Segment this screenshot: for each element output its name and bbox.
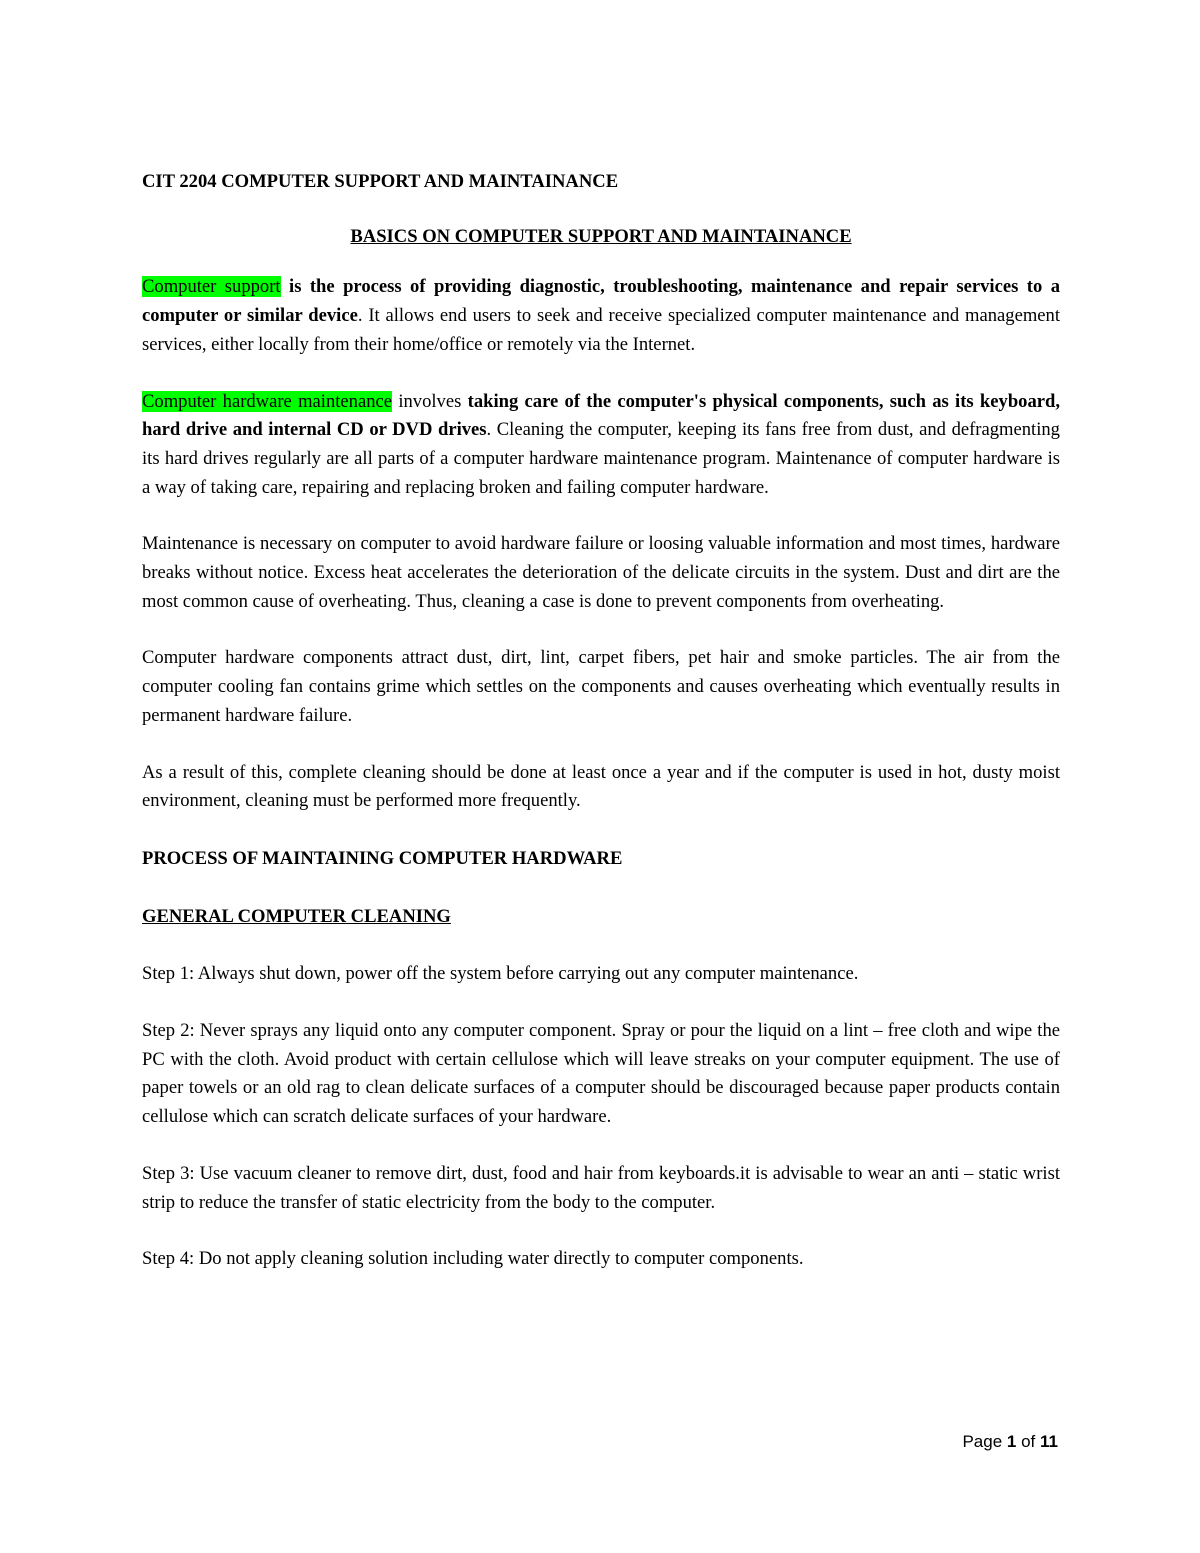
footer-total-pages: 11 bbox=[1040, 1432, 1058, 1451]
highlighted-term-hardware-maintenance: Computer hardware maintenance bbox=[142, 390, 393, 412]
page-content bbox=[142, 168, 1060, 1274]
footer-of-word: of bbox=[1021, 1432, 1036, 1451]
bold-definition-computer-support: is the process of providing diagnostic, troubleshooting, maintenance and repair services to a computer or similar device bbox=[142, 276, 1060, 327]
page-footer bbox=[962, 1432, 1058, 1452]
course-title: CIT 2204 COMPUTER SUPPORT AND MAINTAINANCE bbox=[142, 171, 619, 192]
paragraph-cleaning-frequency: As a result of this, complete cleaning should be done at least once a year and if the computer is used in hot, dusty moist environment, cleaning must be performed more frequently. bbox=[142, 761, 1060, 812]
paragraph-text: . It allows end users to seek and receive specialized computer maintenance and management services, either locally from their home/office or remotely via the Internet. bbox=[142, 305, 1060, 355]
step-3: Step 3: Use vacuum cleaner to remove dirt, dust, food and hair from keyboards.it is advisable to wear an anti – static wrist strip to reduce the transfer of static electricity from the body to the computer. bbox=[142, 1162, 1060, 1213]
step-1: Step 1: Always shut down, power off the system before carrying out any computer maintenance. bbox=[142, 963, 859, 985]
section-heading: PROCESS OF MAINTAINING COMPUTER HARDWARE bbox=[142, 847, 623, 869]
paragraph-dust-attraction: Computer hardware components attract dust, dirt, lint, carpet fibers, pet hair and smoke particles. The air from the computer cooling fan contains grime which settles on the components and causes overheating which eventually results in permanent hardware failure. bbox=[142, 647, 1060, 726]
paragraph-maintenance-necessary: Maintenance is necessary on computer to avoid hardware failure or loosing valuable information and most times, hardware breaks without notice. Excess heat accelerates the deterioration of the delicate circuits in the system. Dust and dirt are the most common cause of overheating. Thus, cleaning a case is done to prevent components from overheating. bbox=[142, 533, 1060, 612]
highlighted-term-computer-support: Computer support bbox=[142, 276, 281, 298]
footer-page-number: 1 bbox=[1006, 1432, 1017, 1451]
bold-definition-hardware-maintenance: taking care of the computer's physical components, such as its keyboard, hard drive and internal CD or DVD drives bbox=[142, 390, 1060, 441]
paragraph-hardware-maintenance bbox=[142, 388, 1060, 503]
document-heading: BASICS ON COMPUTER SUPPORT AND MAINTAINANCE bbox=[350, 225, 852, 247]
subsection-heading: GENERAL COMPUTER CLEANING bbox=[142, 905, 451, 927]
step-2: Step 2: Never sprays any liquid onto any computer component. Spray or pour the liquid on a lint – free cloth and wipe the PC with the cloth. Avoid product with certain cellulose which will leave streaks on your computer equipment. The use of paper towels or an old rag to clean delicate surfaces of a computer should be discouraged because paper products contain cellulose which can scratch delicate surfaces of your hardware. bbox=[142, 1020, 1060, 1128]
step-4: Step 4: Do not apply cleaning solution including water directly to computer components. bbox=[142, 1248, 804, 1270]
paragraph-computer-support bbox=[142, 273, 1060, 359]
paragraph-text: . Cleaning the computer, keeping its fans free from dust, and defragmenting its hard drives regularly are all parts of a computer hardware maintenance program. Maintenance of computer hardware is a way of taking care, repairing and replacing broken and failing computer hardware. bbox=[142, 419, 1060, 498]
footer-page-word: Page bbox=[962, 1432, 1003, 1451]
paragraph-text: involves bbox=[392, 390, 468, 412]
